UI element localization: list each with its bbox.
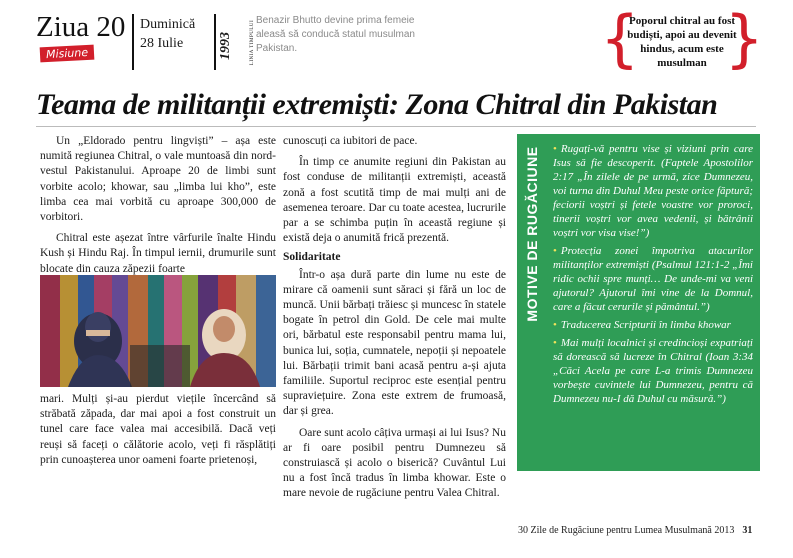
bullet-icon: • — [553, 319, 557, 331]
column-1-top — [40, 134, 276, 277]
prayer-item — [553, 142, 753, 240]
prayer-panel — [517, 134, 760, 471]
article-title: Teama de militanții extremiști: Zona Chitral din Pakistan — [36, 88, 718, 121]
pull-quote-text: Poporul chitral au fost budiști, apoi au devenit hindus, acum este musulman — [627, 15, 737, 69]
date: 28 Iulie — [140, 36, 184, 51]
bullet-icon: • — [553, 337, 557, 349]
prayer-panel-title — [517, 134, 547, 471]
prayer-item-text: Protecția zonei împotriva atacurilor militanților extremiști (Psalmul 121:1-2 „Îmi ridic ochii spre munți… De unde-mi va veni ajutorul? Ajutorul îmi vine de la Domnul, care a făcut cerurile și pământul.”) — [553, 245, 753, 313]
day-header — [36, 11, 126, 62]
paragraph: În timp ce anumite regiuni din Pakistan au fost conduse de militanții extremiști, această zonă a fost scutită timp de mai mulți ani de asemenea teroare. Dar cu toate acestea, lucrurile par a se schimba puțin în această regiune și există deja o anumită frică prezentă. — [283, 156, 506, 245]
paragraph: Într-o așa dură parte din lume nu este de mirare că oamenii sunt săraci și fără un loc de muncă. Unii bărbați trăiesc și muncesc în statele bogate în petrol din Gold. De cele mai multe ori, bărbatul este responsabil pentru mama lui, bunica lui, soția, cumnatele, nepoții și nepoatele lui. Bărbații trimit bani acasă pentru a-și ajuta familiile. Suportul reciproc este esențial pentru supraviețuire. Zona este extrem de frumoasă, dar și grea. — [283, 268, 506, 418]
publication-title: 30 Zile de Rugăciune pentru Lumea Musulmană 2013 — [518, 525, 735, 536]
prayer-list — [553, 142, 753, 410]
prayer-item-text: Mai mulți localnici și credincioși expatriați să dorească să lucreze în Chitral (Ioan 3:34 „Căci Acela pe care L-a trimis Dumnezeu vorbește cuvintele lui Dumnezeu, pentru că Dumnezeu nu-I dă Duhul cu măsură.”) — [553, 337, 753, 405]
prayer-item — [553, 244, 753, 314]
timeline-marker — [218, 16, 256, 76]
paragraph: Chitral este așezat între vârfurile înalte Hindu Kush și Hindu Raj. În timpul iernii, drumurile sunt blocate din cauza zăpezii foarte — [40, 232, 276, 275]
page-footer — [518, 525, 752, 536]
prayer-item-text: Traducerea Scripturii în limba khowar — [560, 319, 731, 331]
bullet-icon: • — [553, 245, 557, 257]
timeline-note: Benazir Bhutto devine prima femeie aleasă să conducă statul musulman Pakistan. — [256, 15, 415, 54]
pull-quote — [600, 2, 764, 84]
left-brace-icon: { — [600, 2, 640, 75]
prayer-panel-heading: MOTIVE DE RUGĂCIUNE — [524, 146, 540, 322]
title-divider — [36, 126, 756, 127]
prayer-item — [553, 336, 753, 406]
bullet-icon: • — [553, 143, 557, 155]
right-brace-icon: } — [724, 2, 764, 75]
timeline-year: 1993 — [218, 32, 233, 60]
date-block — [140, 15, 195, 53]
prayer-item-text: Rugați-vă pentru vise și viziuni prin care Isus să fie descoperit. (Faptele Apostolilor 2:17 „În zilele de pe urmă, zice Dumnezeu, voi turna din Duhul Meu peste orice făptură; feciorii voștri și fetele voastre vor proroci, tinerii voștri vor avea vedenii, și bătrânii voștri vor visa vise!”) — [553, 143, 753, 239]
page-number: 31 — [742, 525, 753, 536]
paragraph: cunoscuți ca iubitori de pace. — [283, 135, 418, 147]
paragraph: Un „Eldorado pentru lingviști” – așa este numită regiunea Chitral, o vale muntoasă din nord-vestul Pakistanului. Aproape 20 de limbi sunt vorbite acolo; khowar, sau „limba lui kho”, este limba cea mai vorbită cu aproape 300,000 de vorbitori. — [40, 135, 276, 224]
day-label: Ziua 20 — [36, 11, 126, 43]
paragraph: mari. Mulți și-au pierdut viețile încercând să străbată zăpada, dar mai apoi a fost construit un tunel care face valea mai accesibilă. Dacă veți reuși să faceți o călătorie acolo, veți fi răsplătiți prin cunoașterea unor oameni foarte prietenoși, — [40, 393, 276, 466]
subheading: Solidaritate — [283, 251, 341, 264]
market-photo — [40, 275, 276, 387]
header-divider — [132, 14, 134, 70]
column-2 — [283, 134, 506, 502]
header-divider — [214, 14, 216, 70]
prayer-item — [553, 318, 753, 332]
weekday: Duminică — [140, 17, 196, 32]
paragraph: Oare sunt acolo câțiva urmași ai lui Isus? Nu ar fi oare posibil pentru Dumnezeu să construiască și acolo o biserică? Cuvântul Lui nu a fost încă tradus în limba khowar. Este o mare nevoie de rugăciune pentru Valea Chitral. — [283, 426, 506, 500]
category-tag: Misiune — [40, 45, 95, 63]
photo-illustration — [40, 275, 276, 387]
timeline-label: LINIA TIMPULUI — [250, 19, 256, 66]
column-1-bottom — [40, 392, 276, 468]
